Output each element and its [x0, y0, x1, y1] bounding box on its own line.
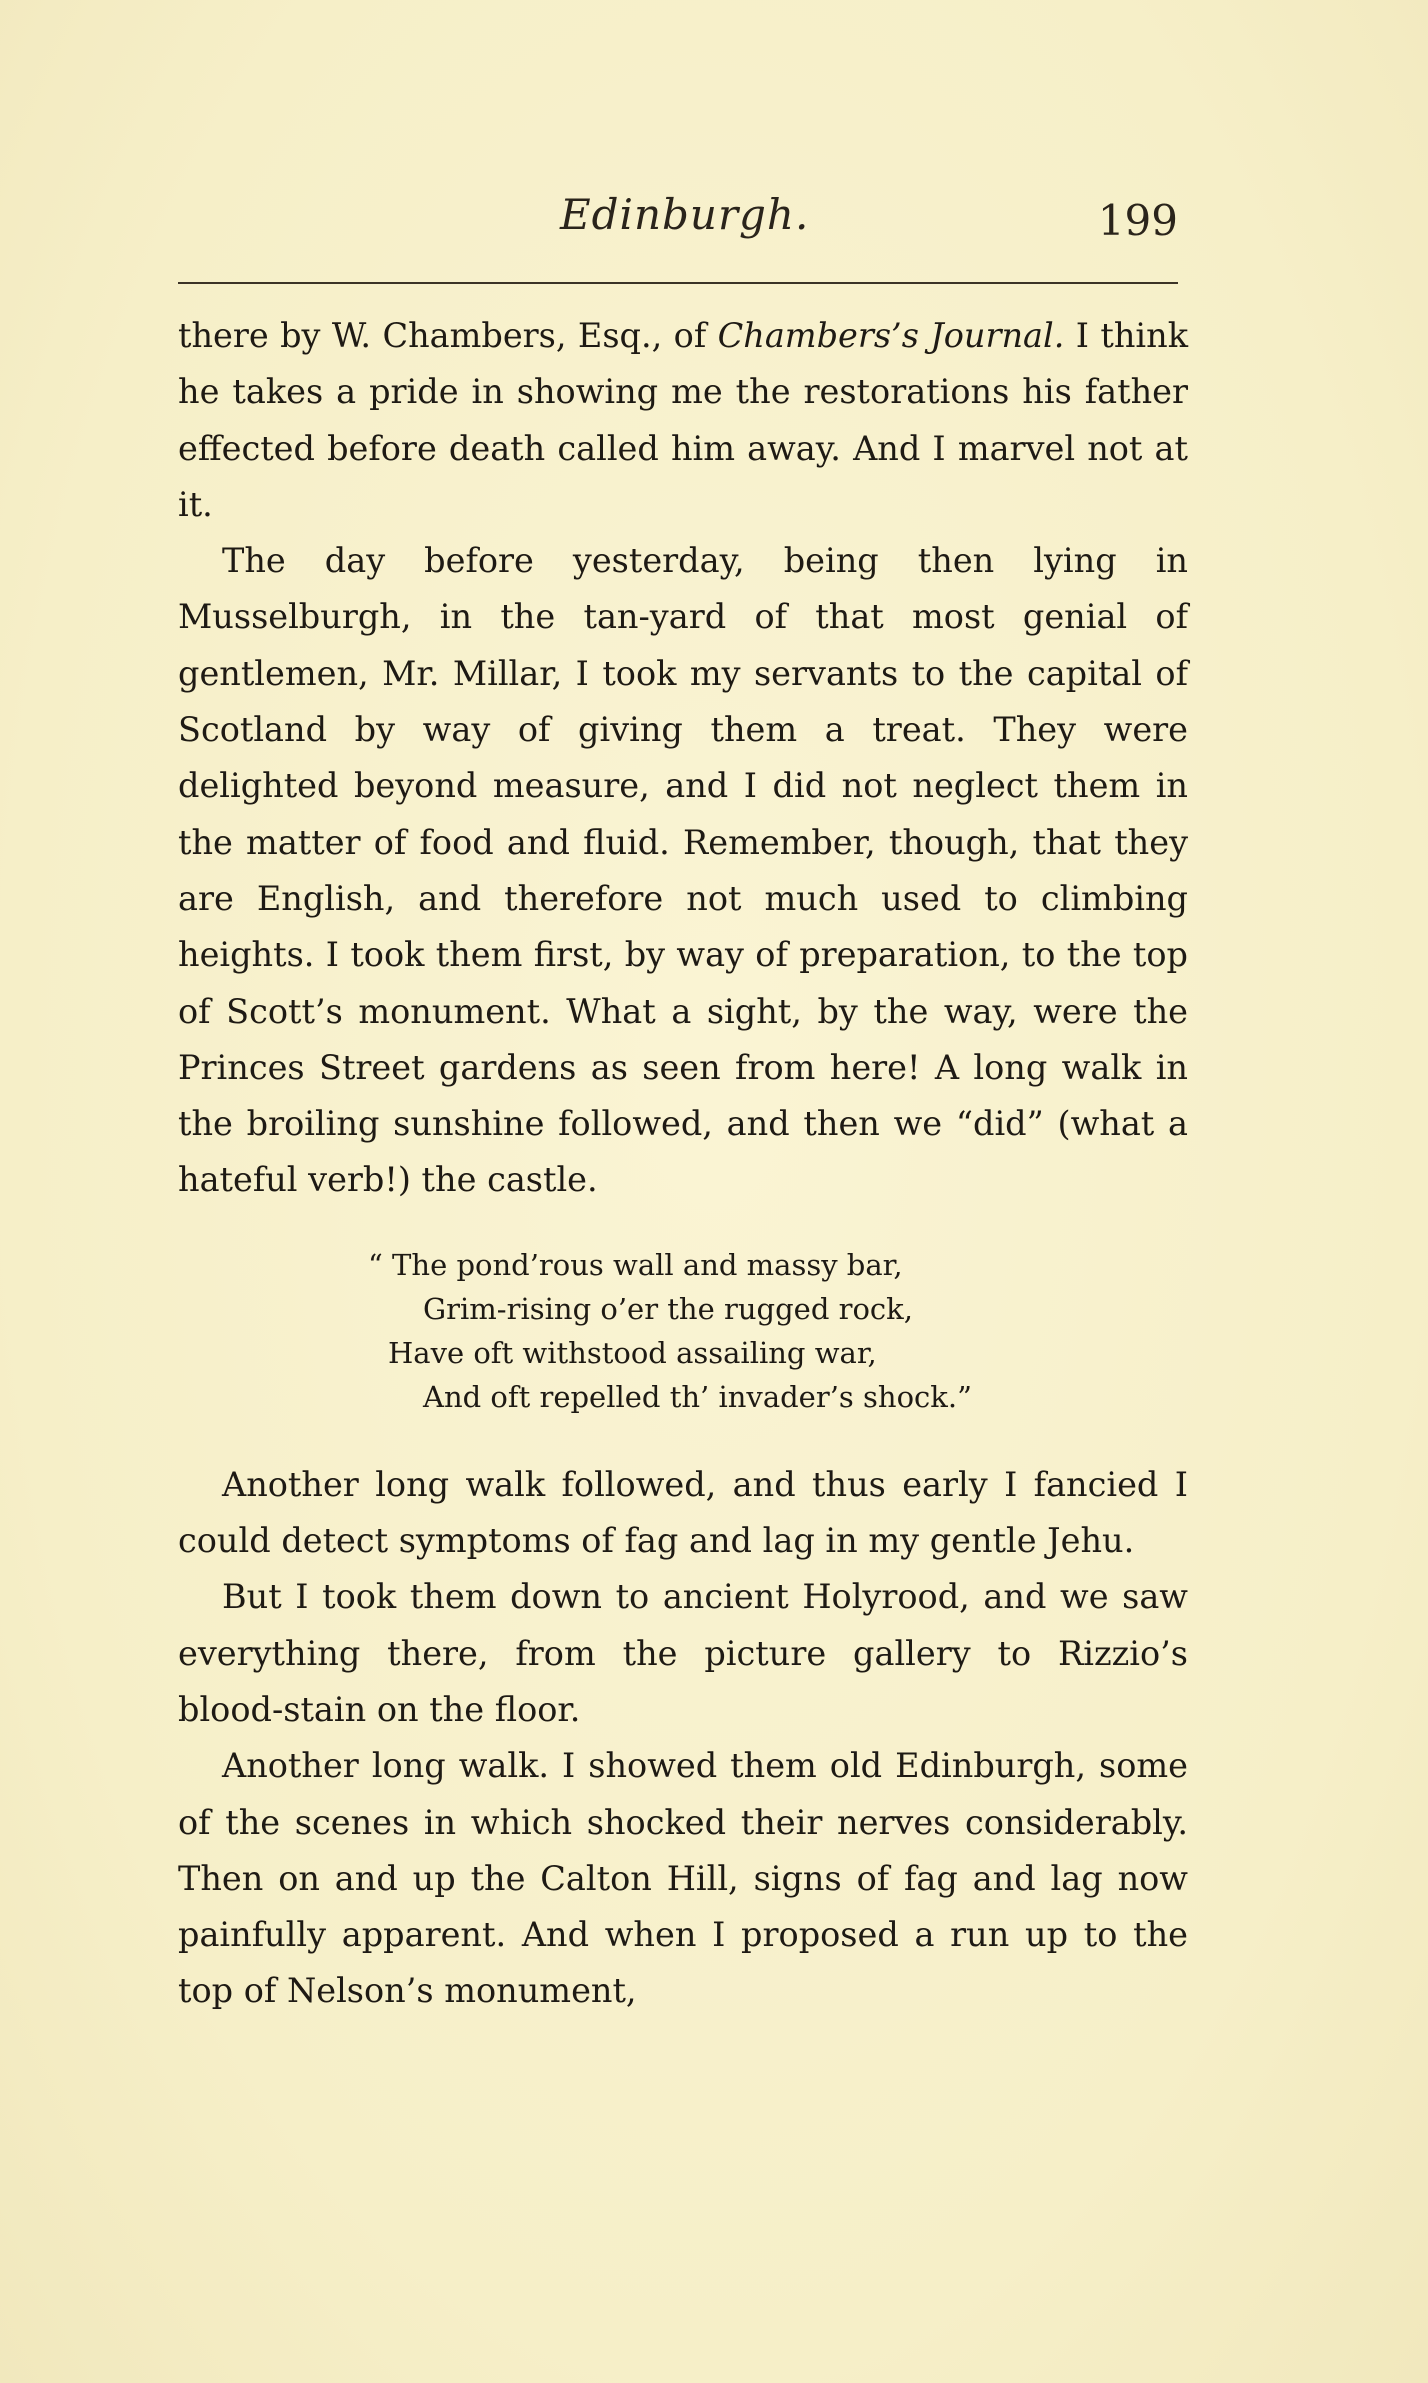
verse-line: Have oft withstood assailing war,: [388, 1335, 877, 1370]
paragraph: Another long walk followed, and thus early I fancied I could detect symptoms of fag and lag in my gentle Jehu.: [178, 1464, 1188, 1561]
verse-line: And oft repelled th’ invader’s shock.”: [423, 1379, 972, 1414]
paragraph: Another long walk. I showed them old Edinburgh, some of the scenes in which shocked their nerves considerably. Then on and up the Calton Hill, signs of fag and lag now painfully apparent. And when I proposed a run up to the top of Nelson’s monument,: [178, 1746, 1188, 2011]
verse-line: Grim-rising o’er the rugged rock,: [423, 1291, 913, 1326]
paragraph: The day before yesterday, being then lying in Musselburgh, in the tan-yard of that most genial of gentlemen, Mr. Millar, I took my servants to the capital of Scotland by way of giving them a treat. They were delighted beyond measure, and I did not neglect them in the matter of food and fluid. Remember, though, that they are English, and therefore not much used to climbing heights. I took them first, by way of preparation, to the top of Scott’s monument. What a sight, by the way, were the Princes Street gardens as seen from here! A long walk in the broiling sunshine followed, and then we “did” (what a hateful verb!) the castle.: [178, 541, 1188, 1200]
header-rule: [178, 282, 1178, 284]
running-head: [178, 190, 1178, 260]
body-text: [178, 308, 1188, 2020]
paragraph-continued: [178, 308, 1188, 533]
chapter-running-title: Edinburgh.: [560, 190, 810, 239]
paragraph-text: I think he takes a pride in showing me the restorations his father effected before death called him away. And I marvel not at it.: [178, 316, 1188, 524]
journal-title-italic: Chambers’s Journal.: [717, 316, 1065, 355]
verse-line: “ The pond’rous wall and massy bar,: [368, 1247, 903, 1282]
paragraph-text: there by W. Chambers, Esq., of: [178, 316, 718, 355]
page-number: 199: [1097, 196, 1178, 245]
paragraph: But I took them down to ancient Holyrood, and we saw everything there, from the picture gallery to Rizzio’s blood-stain on the floor.: [178, 1577, 1188, 1729]
verse-quotation: [178, 1243, 1188, 1419]
